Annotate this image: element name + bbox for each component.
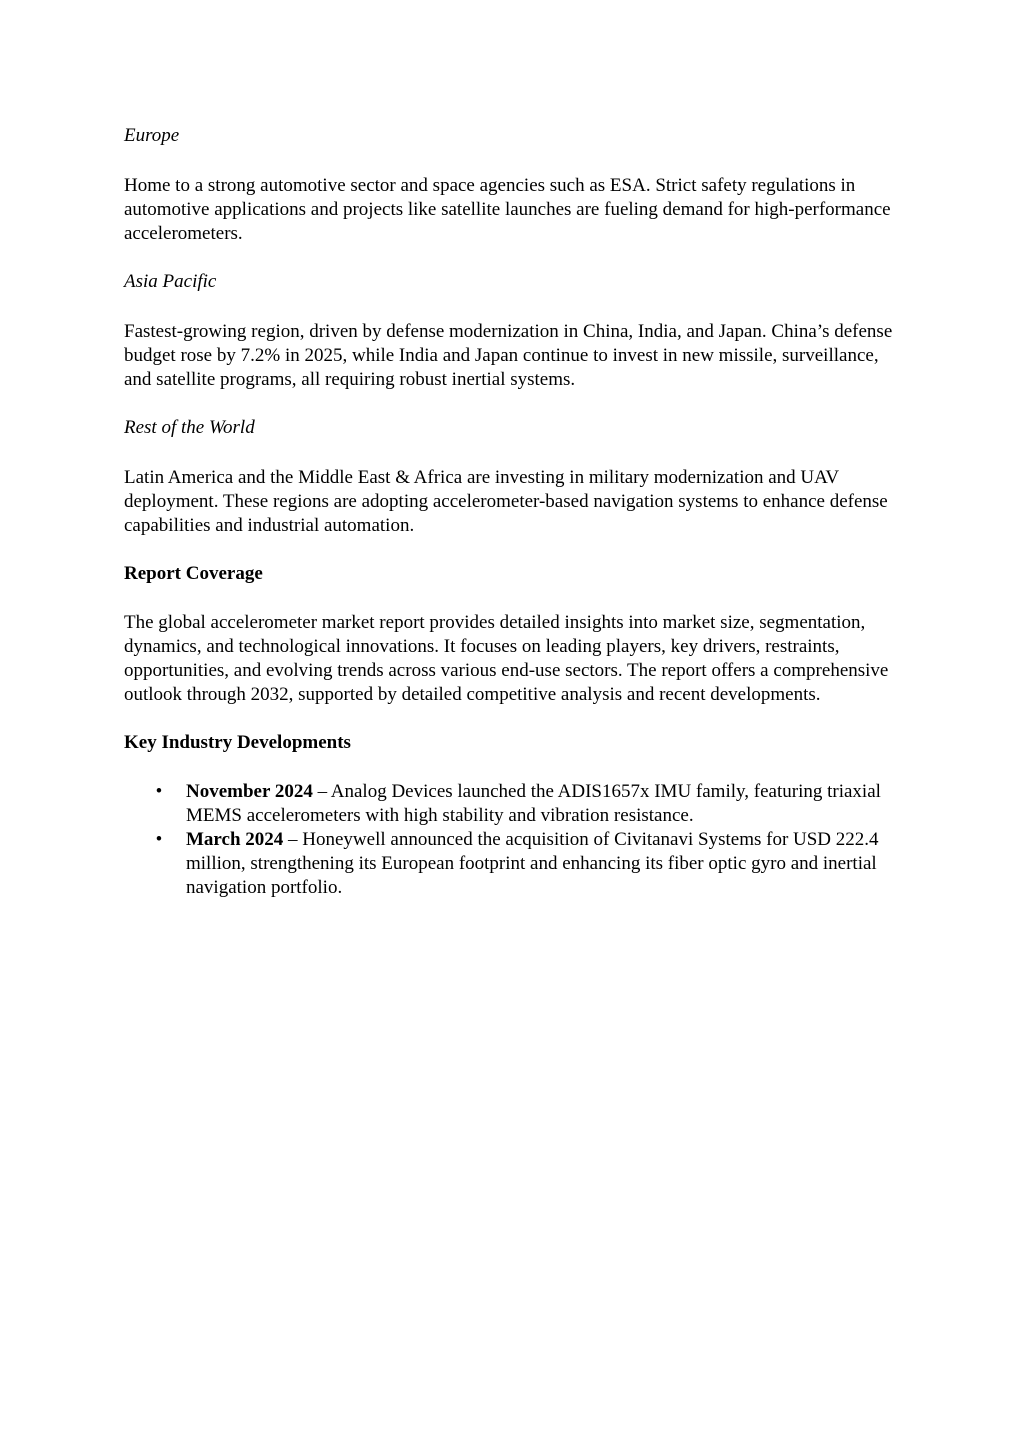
- bullet-icon: •: [155, 829, 163, 850]
- development-date: March 2024: [186, 829, 284, 850]
- development-text: – Honeywell announced the acquisition of Civitanavi Systems for USD 222.4 million, strengthening its European footprint and enhancing its fiber optic gyro and inertial navigation portfolio.: [186, 829, 879, 898]
- key-developments-list: [124, 780, 904, 900]
- region-text-europe: Home to a strong automotive sector and space agencies such as ESA. Strict safety regulations in automotive applications and projects like satellite launches are fueling demand for high-performance accelerometers.: [124, 175, 891, 244]
- region-title-europe: Europe: [124, 125, 180, 146]
- region-title-asia-pacific: Asia Pacific: [124, 271, 217, 292]
- region-title-rest-of-world: Rest of the World: [124, 417, 255, 438]
- document-page: [124, 124, 904, 900]
- region-text-asia-pacific: Fastest-growing region, driven by defense modernization in China, India, and Japan. China’s defense budget rose by 7.2% in 2025, while India and Japan continue to invest in new missile, surveillance, and satellite programs, all requiring robust inertial systems.: [124, 321, 893, 390]
- list-item: [124, 780, 904, 828]
- report-coverage-heading: Report Coverage: [124, 563, 263, 584]
- report-coverage-text: The global accelerometer market report provides detailed insights into market size, segmentation, dynamics, and technological innovations. It focuses on leading players, key drivers, restraints, opportunities, and evolving trends across various end-use sectors. The report offers a comprehensive outlook through 2032, supported by detailed competitive analysis and recent developments.: [124, 612, 889, 705]
- region-text-rest-of-world: Latin America and the Middle East & Africa are investing in military modernization and UAV deployment. These regions are adopting accelerometer-based navigation systems to enhance defense capabilities and industrial automation.: [124, 467, 888, 536]
- development-text: – Analog Devices launched the ADIS1657x IMU family, featuring triaxial MEMS accelerometers with high stability and vibration resistance.: [186, 781, 881, 826]
- list-item: [124, 828, 904, 900]
- key-developments-heading: Key Industry Developments: [124, 732, 351, 753]
- development-date: November 2024: [186, 781, 313, 802]
- bullet-icon: •: [155, 781, 163, 802]
